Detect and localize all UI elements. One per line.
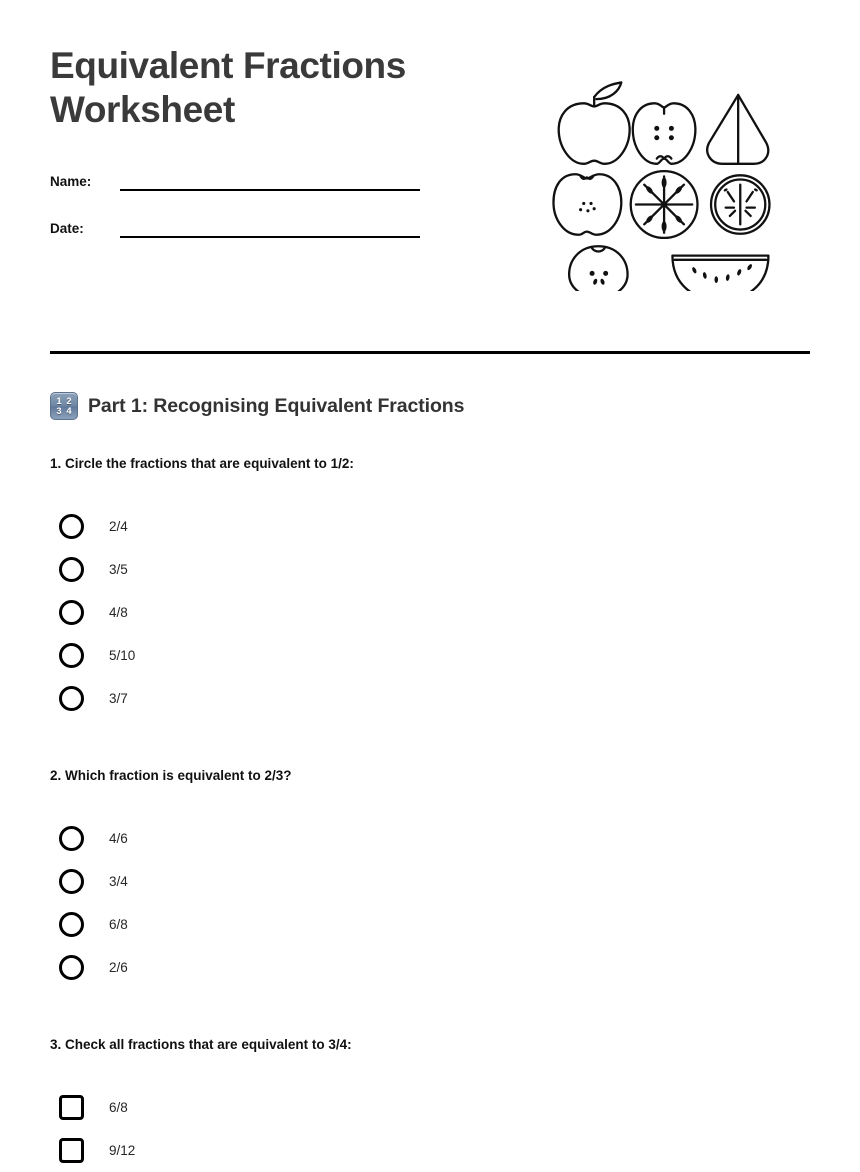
option-label: 3/5 (109, 562, 128, 578)
citrus-slice-icon (711, 175, 769, 233)
icon-char-2: 2 (66, 395, 72, 406)
section-title: Part 1: Recognising Equivalent Fractions (88, 394, 465, 417)
fruit-illustration (542, 72, 782, 291)
option-row[interactable] (59, 860, 810, 903)
radio-icon[interactable] (59, 600, 84, 625)
seeded-apple-icon (569, 246, 627, 291)
whole-apple-icon (559, 82, 630, 163)
option-row[interactable] (59, 903, 810, 946)
question-2 (50, 768, 810, 989)
radio-icon[interactable] (59, 686, 84, 711)
name-field-label: Name: (50, 173, 92, 189)
radio-icon[interactable] (59, 826, 84, 851)
option-label: 9/12 (109, 1143, 136, 1159)
option-row[interactable] (59, 505, 810, 548)
radio-icon[interactable] (59, 869, 84, 894)
question-3-prompt: 3. Check all fractions that are equivalent to 3/4: (50, 1037, 352, 1053)
question-3-options (59, 1070, 810, 1172)
checkbox-icon[interactable] (59, 1095, 84, 1120)
name-write-line[interactable] (120, 189, 420, 191)
option-row[interactable] (59, 946, 810, 989)
option-label: 6/8 (109, 917, 128, 933)
option-label: 4/8 (109, 605, 128, 621)
student-fields (50, 161, 520, 238)
header-divider-rule (50, 351, 810, 354)
question-2-options (59, 801, 810, 989)
worksheet-header (0, 0, 860, 291)
option-label: 5/10 (109, 648, 136, 664)
option-row[interactable] (59, 634, 810, 677)
radio-icon[interactable] (59, 514, 84, 539)
part-1-section (0, 392, 860, 1172)
checkbox-icon[interactable] (59, 1138, 84, 1163)
input-numbers-icon (50, 392, 78, 420)
question-1-prompt: 1. Circle the fractions that are equivalent to 1/2: (50, 456, 354, 472)
question-1 (50, 456, 810, 720)
page-title: Equivalent Fractions Worksheet (50, 45, 406, 131)
option-row[interactable] (59, 591, 810, 634)
header-text-block (50, 44, 520, 255)
question-3 (50, 1037, 810, 1172)
watermelon-slice-icon (672, 256, 768, 291)
icon-char-4: 4 (66, 405, 72, 416)
option-label: 3/4 (109, 874, 128, 890)
date-field-row (50, 208, 520, 238)
option-label: 4/6 (109, 831, 128, 847)
option-label: 3/7 (109, 691, 128, 707)
radio-icon[interactable] (59, 557, 84, 582)
option-row[interactable] (59, 817, 810, 860)
option-label: 2/4 (109, 519, 128, 535)
question-1-options (59, 489, 810, 720)
question-2-prompt: 2. Which fraction is equivalent to 2/3? (50, 768, 292, 784)
option-row[interactable] (59, 677, 810, 720)
radio-icon[interactable] (59, 955, 84, 980)
date-field-label: Date: (50, 220, 84, 236)
radio-icon[interactable] (59, 643, 84, 668)
option-row[interactable] (59, 548, 810, 591)
section-heading (50, 392, 810, 420)
name-field-row (50, 161, 520, 191)
option-row[interactable] (59, 1129, 810, 1172)
fruit-wedge-icon (707, 95, 768, 164)
option-label: 2/6 (109, 960, 128, 976)
radio-icon[interactable] (59, 912, 84, 937)
option-row[interactable] (59, 1086, 810, 1129)
date-write-line[interactable] (120, 236, 420, 238)
halved-apple-icon (633, 103, 696, 164)
icon-char-3: 3 (56, 405, 62, 416)
apple-cross-section-icon (631, 171, 698, 238)
apple-half-icon (553, 174, 621, 235)
icon-char-1: 1 (56, 395, 62, 406)
option-label: 6/8 (109, 1100, 128, 1116)
